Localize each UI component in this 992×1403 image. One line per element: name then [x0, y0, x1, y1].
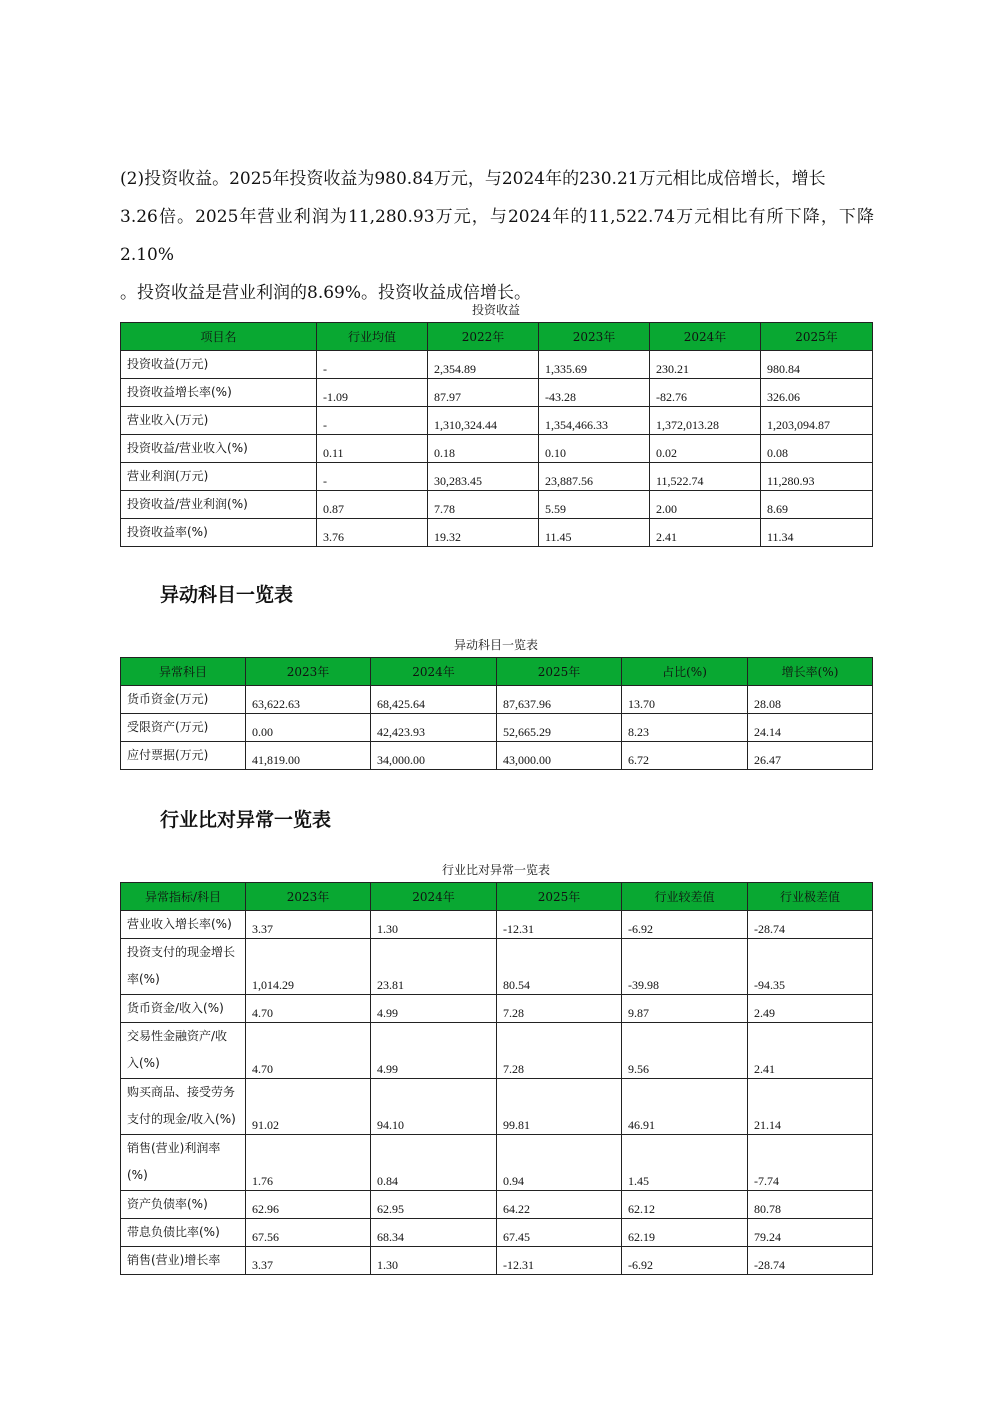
- value-cell: -94.35: [748, 939, 873, 995]
- value-cell: 68,425.64: [371, 686, 497, 714]
- table-row: [121, 1219, 873, 1247]
- value-cell: 7.28: [497, 1023, 622, 1079]
- value-cell: 23.81: [371, 939, 497, 995]
- row-label-cell: 应付票据(万元): [121, 742, 246, 770]
- table-row: [121, 491, 873, 519]
- column-header: 项目名: [121, 323, 317, 351]
- row-label-cell: 营业利润(万元): [121, 463, 317, 491]
- column-header: 异常科目: [121, 658, 246, 686]
- value-cell: -12.31: [497, 1247, 622, 1275]
- industry-comparison-table: [120, 882, 873, 1275]
- value-cell: 62.19: [622, 1219, 748, 1247]
- value-cell: 0.02: [650, 435, 761, 463]
- row-label-cell: 投资收益(万元): [121, 351, 317, 379]
- column-header: 2024年: [371, 883, 497, 911]
- investment-income-table: [120, 322, 873, 547]
- value-cell: 63,622.63: [246, 686, 371, 714]
- column-header: 2024年: [650, 323, 761, 351]
- value-cell: 0.10: [539, 435, 650, 463]
- value-cell: 94.10: [371, 1079, 497, 1135]
- value-cell: 0.11: [317, 435, 428, 463]
- value-cell: 21.14: [748, 1079, 873, 1135]
- table-header-row: [121, 323, 873, 351]
- value-cell: 3.37: [246, 1247, 371, 1275]
- value-cell: 0.84: [371, 1135, 497, 1191]
- value-cell: 980.84: [761, 351, 873, 379]
- value-cell: 67.45: [497, 1219, 622, 1247]
- value-cell: 87.97: [428, 379, 539, 407]
- value-cell: 46.91: [622, 1079, 748, 1135]
- column-header: 占比(%): [622, 658, 748, 686]
- row-label-cell: 货币资金/收入(%): [121, 995, 246, 1023]
- row-label-cell: 投资支付的现金增长率(%): [121, 939, 246, 995]
- table-row: [121, 1247, 873, 1275]
- value-cell: 80.54: [497, 939, 622, 995]
- value-cell: 6.72: [622, 742, 748, 770]
- value-cell: 62.95: [371, 1191, 497, 1219]
- value-cell: 67.56: [246, 1219, 371, 1247]
- value-cell: 5.59: [539, 491, 650, 519]
- table-row: [121, 435, 873, 463]
- value-cell: -28.74: [748, 1247, 873, 1275]
- value-cell: 52,665.29: [497, 714, 622, 742]
- row-label-cell: 营业收入(万元): [121, 407, 317, 435]
- value-cell: 1.30: [371, 1247, 497, 1275]
- value-cell: 62.12: [622, 1191, 748, 1219]
- value-cell: 79.24: [748, 1219, 873, 1247]
- table1-caption: 投资收益: [471, 303, 520, 317]
- value-cell: 26.47: [748, 742, 873, 770]
- value-cell: 91.02: [246, 1079, 371, 1135]
- value-cell: 1,335.69: [539, 351, 650, 379]
- row-label-cell: 营业收入增长率(%): [121, 911, 246, 939]
- table-row: [121, 351, 873, 379]
- value-cell: 1,354,466.33: [539, 407, 650, 435]
- value-cell: 1.76: [246, 1135, 371, 1191]
- row-label-cell: 投资收益增长率(%): [121, 379, 317, 407]
- table-row: [121, 995, 873, 1023]
- value-cell: 9.56: [622, 1023, 748, 1079]
- section-title-abnormal-items: 异动科目一览表: [160, 584, 294, 606]
- value-cell: 99.81: [497, 1079, 622, 1135]
- table-row: [121, 686, 873, 714]
- value-cell: -12.31: [497, 911, 622, 939]
- value-cell: 7.28: [497, 995, 622, 1023]
- column-header: 2024年: [371, 658, 497, 686]
- table-row: [121, 1079, 873, 1135]
- value-cell: 64.22: [497, 1191, 622, 1219]
- row-label-cell: 销售(营业)利润率(%): [121, 1135, 246, 1191]
- value-cell: 24.14: [748, 714, 873, 742]
- row-label-cell: 投资收益/营业收入(%): [121, 435, 317, 463]
- value-cell: 62.96: [246, 1191, 371, 1219]
- value-cell: -6.92: [622, 1247, 748, 1275]
- value-cell: 11.34: [761, 519, 873, 547]
- value-cell: 8.23: [622, 714, 748, 742]
- row-label-cell: 销售(营业)增长率: [121, 1247, 246, 1275]
- table-row: [121, 1191, 873, 1219]
- value-cell: 0.94: [497, 1135, 622, 1191]
- table-header-row: [121, 658, 873, 686]
- value-cell: 0.00: [246, 714, 371, 742]
- table-row: [121, 407, 873, 435]
- value-cell: 80.78: [748, 1191, 873, 1219]
- value-cell: -: [317, 463, 428, 491]
- row-label-cell: 带息负债比率(%): [121, 1219, 246, 1247]
- column-header: 行业均值: [317, 323, 428, 351]
- table-row: [121, 911, 873, 939]
- value-cell: -43.28: [539, 379, 650, 407]
- row-label-cell: 资产负债率(%): [121, 1191, 246, 1219]
- row-label-cell: 投资收益率(%): [121, 519, 317, 547]
- value-cell: 1,014.29: [246, 939, 371, 995]
- value-cell: 4.70: [246, 1023, 371, 1079]
- value-cell: 34,000.00: [371, 742, 497, 770]
- paragraph-line-1: (2)投资收益。2025年投资收益为980.84万元，与2024年的230.21万元相比成倍增长，增长: [120, 169, 826, 189]
- column-header: 2025年: [497, 658, 622, 686]
- column-header: 2023年: [246, 658, 371, 686]
- abnormal-items-table: [120, 657, 873, 770]
- value-cell: 2.41: [748, 1023, 873, 1079]
- value-cell: 2,354.89: [428, 351, 539, 379]
- value-cell: 4.99: [371, 995, 497, 1023]
- value-cell: -39.98: [622, 939, 748, 995]
- column-header: 2022年: [428, 323, 539, 351]
- column-header: 增长率(%): [748, 658, 873, 686]
- value-cell: -7.74: [748, 1135, 873, 1191]
- column-header: 2023年: [539, 323, 650, 351]
- value-cell: -: [317, 407, 428, 435]
- value-cell: 1,310,324.44: [428, 407, 539, 435]
- value-cell: 0.08: [761, 435, 873, 463]
- row-label-cell: 货币资金(万元): [121, 686, 246, 714]
- value-cell: -1.09: [317, 379, 428, 407]
- column-header: 2025年: [761, 323, 873, 351]
- value-cell: 11,280.93: [761, 463, 873, 491]
- value-cell: 42,423.93: [371, 714, 497, 742]
- table-row: [121, 463, 873, 491]
- value-cell: 1,203,094.87: [761, 407, 873, 435]
- column-header: 异常指标/科目: [121, 883, 246, 911]
- value-cell: 230.21: [650, 351, 761, 379]
- table-row: [121, 714, 873, 742]
- table2-caption: 异动科目一览表: [453, 638, 538, 652]
- value-cell: 9.87: [622, 995, 748, 1023]
- paragraph-line-2: 3.26倍。2025年营业利润为11,280.93万元，与2024年的11,522.74万元相比有所下降，下降2.10%: [120, 207, 874, 265]
- value-cell: 28.08: [748, 686, 873, 714]
- paragraph-line-3: 。投资收益是营业利润的8.69%。投资收益成倍增长。: [120, 283, 532, 303]
- value-cell: 4.70: [246, 995, 371, 1023]
- value-cell: -82.76: [650, 379, 761, 407]
- value-cell: 43,000.00: [497, 742, 622, 770]
- value-cell: -6.92: [622, 911, 748, 939]
- value-cell: 2.41: [650, 519, 761, 547]
- value-cell: 41,819.00: [246, 742, 371, 770]
- value-cell: -: [317, 351, 428, 379]
- value-cell: 30,283.45: [428, 463, 539, 491]
- table3-caption: 行业比对异常一览表: [441, 863, 550, 877]
- value-cell: 3.76: [317, 519, 428, 547]
- table-row: [121, 1135, 873, 1191]
- value-cell: 3.37: [246, 911, 371, 939]
- row-label-cell: 投资收益/营业利润(%): [121, 491, 317, 519]
- value-cell: 11.45: [539, 519, 650, 547]
- value-cell: 11,522.74: [650, 463, 761, 491]
- table-row: [121, 519, 873, 547]
- value-cell: 1.30: [371, 911, 497, 939]
- value-cell: 4.99: [371, 1023, 497, 1079]
- value-cell: 2.00: [650, 491, 761, 519]
- value-cell: 8.69: [761, 491, 873, 519]
- value-cell: 19.32: [428, 519, 539, 547]
- value-cell: -28.74: [748, 911, 873, 939]
- table-row: [121, 1023, 873, 1079]
- table-header-row: [121, 883, 873, 911]
- value-cell: 13.70: [622, 686, 748, 714]
- value-cell: 0.18: [428, 435, 539, 463]
- value-cell: 2.49: [748, 995, 873, 1023]
- section-title-industry-comparison: 行业比对异常一览表: [160, 809, 332, 831]
- value-cell: 7.78: [428, 491, 539, 519]
- row-label-cell: 购买商品、接受劳务支付的现金/收入(%): [121, 1079, 246, 1135]
- value-cell: 87,637.96: [497, 686, 622, 714]
- column-header: 2023年: [246, 883, 371, 911]
- table-row: [121, 742, 873, 770]
- column-header: 行业极差值: [748, 883, 873, 911]
- value-cell: 1.45: [622, 1135, 748, 1191]
- column-header: 2025年: [497, 883, 622, 911]
- table-row: [121, 939, 873, 995]
- column-header: 行业较差值: [622, 883, 748, 911]
- value-cell: 326.06: [761, 379, 873, 407]
- row-label-cell: 交易性金融资产/收入(%): [121, 1023, 246, 1079]
- investment-income-paragraph: [120, 160, 874, 312]
- table-row: [121, 379, 873, 407]
- value-cell: 23,887.56: [539, 463, 650, 491]
- value-cell: 1,372,013.28: [650, 407, 761, 435]
- value-cell: 68.34: [371, 1219, 497, 1247]
- row-label-cell: 受限资产(万元): [121, 714, 246, 742]
- value-cell: 0.87: [317, 491, 428, 519]
